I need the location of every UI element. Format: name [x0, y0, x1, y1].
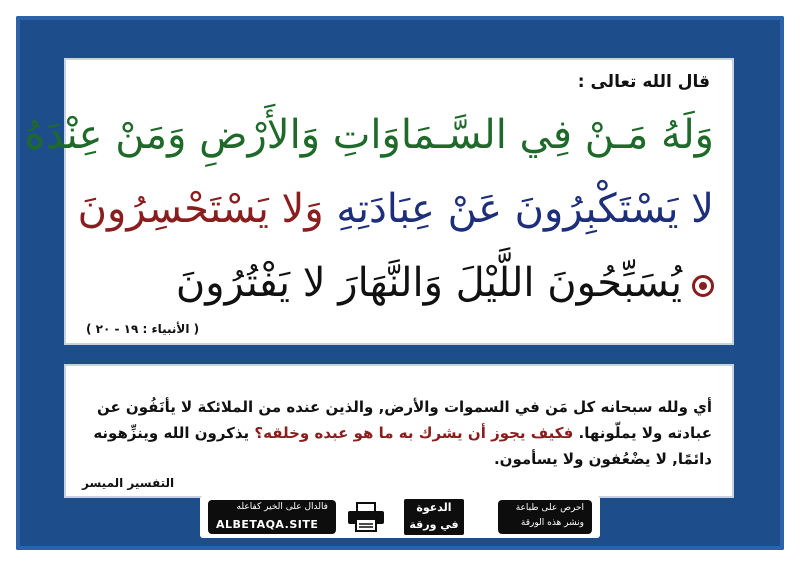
print-line-2: ونشر هذه الورقة	[520, 518, 584, 528]
logo-text-1: الدعوة	[416, 501, 452, 514]
tafsir-text	[82, 394, 712, 472]
print-line-1: احرص على طباعة	[515, 503, 584, 513]
verse-line-2-part-b: وَلا يَسْتَحْسِرُونَ	[77, 186, 324, 232]
footer-bar	[200, 496, 600, 538]
logo-text-2: في ورقة	[409, 518, 459, 531]
tafsir-part-2: فكيف يجوز أن يشرك به ما هو عبده وخلقه؟	[254, 424, 574, 442]
tafsir-source: التفسير الميسر	[82, 476, 175, 490]
verse-intro: قال الله تعالى :	[577, 72, 710, 92]
verse-line-2	[78, 184, 714, 234]
tafsir-part-1: أي ولله سبحانه كل مَن في السموات والأرض, والذين عنده من الملائكة لا يأنَفُون عن عبادته ولا يملّونها.	[96, 398, 712, 442]
site-url[interactable]: ALBETAQA.SITE	[216, 518, 319, 531]
verse-end-marker-icon	[692, 275, 714, 297]
dawa-logo	[404, 499, 464, 535]
verse-line-1: وَلَهُ مَـنْ فِي السَّـمَاوَاتِ وَالأَرْضِ وَمَنْ عِنْدَهُ	[24, 112, 714, 158]
verse-line-3	[176, 258, 714, 308]
tafsir-part-3: يذكرون الله وينزِّهونه دائمًا, لا يضْعُفون ولا يسأمون.	[93, 424, 712, 468]
printer-icon	[346, 502, 386, 532]
site-box	[208, 500, 336, 534]
verse-panel	[24, 58, 734, 345]
print-box	[498, 500, 592, 534]
tafsir-panel	[64, 364, 734, 498]
site-tagline: فالدال على الخير كفاعله	[236, 502, 328, 512]
verse-line-3-text: يُسَبِّحُونَ اللَّيْلَ وَالنَّهَارَ لا يَفْتُرُونَ	[175, 260, 682, 306]
verse-line-2-part-a: لا يَسْتَكْبِرُونَ عَنْ عِبَادَتِهِ	[336, 186, 714, 232]
verse-reference: ( الأنبياء : ١٩ - ٢٠ )	[86, 322, 200, 336]
